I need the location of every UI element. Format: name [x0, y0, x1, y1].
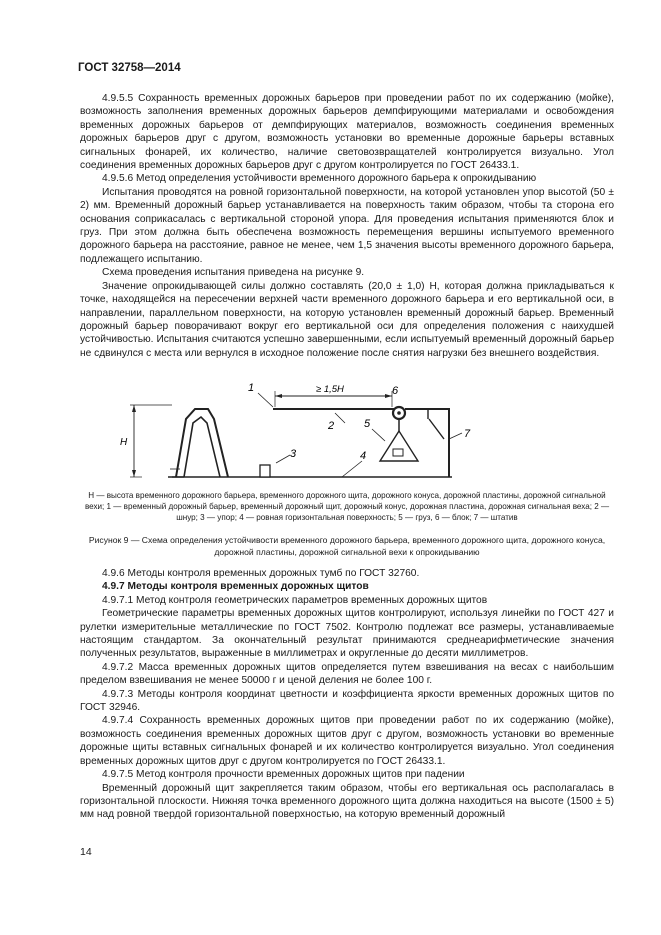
page-number: 14	[80, 846, 92, 858]
label-dimension: ≥ 1,5H	[316, 384, 344, 395]
label-3: 3	[290, 448, 297, 460]
paragraph-drop-test: Временный дорожный щит закрепляется таким образом, чтобы его вертикальная ось располагалась в горизонтальной плоскости. Нижняя точка временного дорожного щита должна находиться на высоте (1500 ± 5) мм над ровной твердой горизонтальной поверхностью, на которую временный дорожный	[80, 782, 614, 821]
label-H: H	[120, 437, 128, 448]
leader-1	[258, 393, 273, 407]
label-1: 1	[248, 382, 255, 394]
barrier-outline	[176, 409, 228, 477]
leader-5	[372, 429, 385, 441]
paragraph-geometry: Геометрические параметры временных дорожных щитов контролируют, используя линейки по ГОСТ 427 и рулетки измерительные металлические по ГОСТ 7502. Контролю подлежат все размеры, устанавливаемые настоящим стандартом. За окончательный результат принимаются среднеарифметические значения полученных результатов, выраженные в миллиметрах и округленные до десяти миллиметров.	[80, 608, 614, 660]
paragraph-4-9-7-3: 4.9.7.3 Методы контроля координат цветности и коэффициента яркости временных дорожных щитов по ГОСТ 32946.	[80, 688, 614, 714]
paragraph-4-9-7-5: 4.9.7.5 Метод контроля прочности временных дорожных щитов при падении	[102, 769, 465, 781]
paragraph-4-9-7-4: 4.9.7.4 Сохранность временных дорожных щитов при проведении работ по их содержанию (мойке), возможность соединения временных дорожных щитов друг с другом, возможность установки во временные дорожные щиты вставных сигнальных фонарей и их количество контролируется визуально. Угол соединения временных дорожных щитов друг с другом контролируется по ГОСТ 26433.1.	[80, 715, 614, 767]
figure-9-diagram	[80, 379, 614, 489]
paragraph-scheme-reference: Схема проведения испытания приведена на рисунке 9.	[102, 267, 365, 279]
upper-text-block	[80, 92, 614, 360]
paragraph-4-9-6: 4.9.6 Методы контроля временных дорожных тумб по ГОСТ 32760.	[102, 568, 420, 579]
lower-text-block	[80, 567, 614, 822]
document-header: ГОСТ 32758—2014	[78, 62, 181, 74]
stand	[405, 409, 449, 477]
paragraph-4-9-7-2: 4.9.7.2 Масса временных дорожных щитов определяется путем взвешивания на весах с наибольшим пределом взвешивания не менее 50000 г и ценой деления не более 100 г.	[80, 661, 614, 687]
leader-7	[449, 433, 462, 439]
paragraph-4-9-5-6: 4.9.5.6 Метод определения устойчивости временного дорожного барьера к опрокидыванию	[102, 173, 537, 185]
figure-legend: H — высота временного дорожного барьера, временного дорожного щита, дорожного конуса, дорожной пластины, дорожной сигнальной вехи; 1 — временный дорожный барьер, временный дорожный щит, дорожный конус, дорожная пластина, дорожная сигнальная веха; 2 — шнур; 3 — упор; 4 — ровная горизонтальная поверхность; 5 — груз, 6 — блок; 7 — штатив	[84, 491, 610, 522]
stop-block	[260, 465, 270, 477]
leader-2	[335, 413, 345, 423]
paragraph-4-9-5-5: 4.9.5.5 Сохранность временных дорожных барьеров при проведении работ по их содержанию (мойке), возможность заполнения временных дорожных барьеров демпфирующими материалами и освобождения временных дорожных барьеров от демпфирующих материалов, возможность соединения временных дорожных барьеров друг с другом, возможность установки во временные дорожные барьеры вставных сигнальных фонарей, их количество, наличие световозвращателей контролируется визуально. Угол соединения временных дорожных барьеров друг с другом контролируется по ГОСТ 26433.1.	[80, 93, 614, 172]
figure-caption: Рисунок 9 — Схема определения устойчивости временного дорожного барьера, временного дорожного щита, дорожного конуса, дорожной пластины, дорожной сигнальной вехи к опрокидыванию	[88, 535, 606, 557]
leader-3	[276, 455, 290, 463]
paragraph-test-conditions: Испытания проводятся на ровной горизонтальной поверхности, на которой установлен упор высотой (50 ± 2) мм. Временный дорожный барьер устанавливается на поверхность таким образом, чтобы та сторона его основания соприкасалась с вертикальной стороной упора. Для проведения испытания применяются блок и груз. При этом должна быть обеспечена возможность перемещения вершины испытуемого временного дорожного барьера на расстояние, равное не менее, чем 1,5 значения высоты временного дорожного барьера, подлежащего испытанию.	[80, 186, 614, 265]
label-4: 4	[360, 450, 367, 462]
label-5: 5	[364, 418, 371, 430]
leader-4	[342, 461, 362, 477]
paragraph-overturning-force: Значение опрокидывающей силы должно составлять (20,0 ± 1,0) Н, которая должна прикладываться к точке, находящейся на пересечении верхней части временного дорожного барьера и его вертикальной оси, в направлении, параллельном поверхности, на которую установлен временный дорожный барьер. Временный дорожный барьер поворачивают вокруг его вертикальной оси для определения положения с наихудшей устойчивостью. Испытания считаются успешно завершенными, если испытуемый временный дорожный барьер не сдвинулся с места или вернулся в исходное положение после снятия нагрузки без внешнего воздействия.	[80, 280, 614, 359]
label-6: 6	[392, 385, 399, 397]
label-2: 2	[328, 420, 335, 432]
paragraph-4-9-7-1: 4.9.7.1 Метод контроля геометрических параметров временных дорожных щитов	[102, 594, 488, 606]
label-7: 7	[464, 428, 471, 440]
section-heading-4-9-7: 4.9.7 Методы контроля временных дорожных щитов	[102, 581, 369, 593]
